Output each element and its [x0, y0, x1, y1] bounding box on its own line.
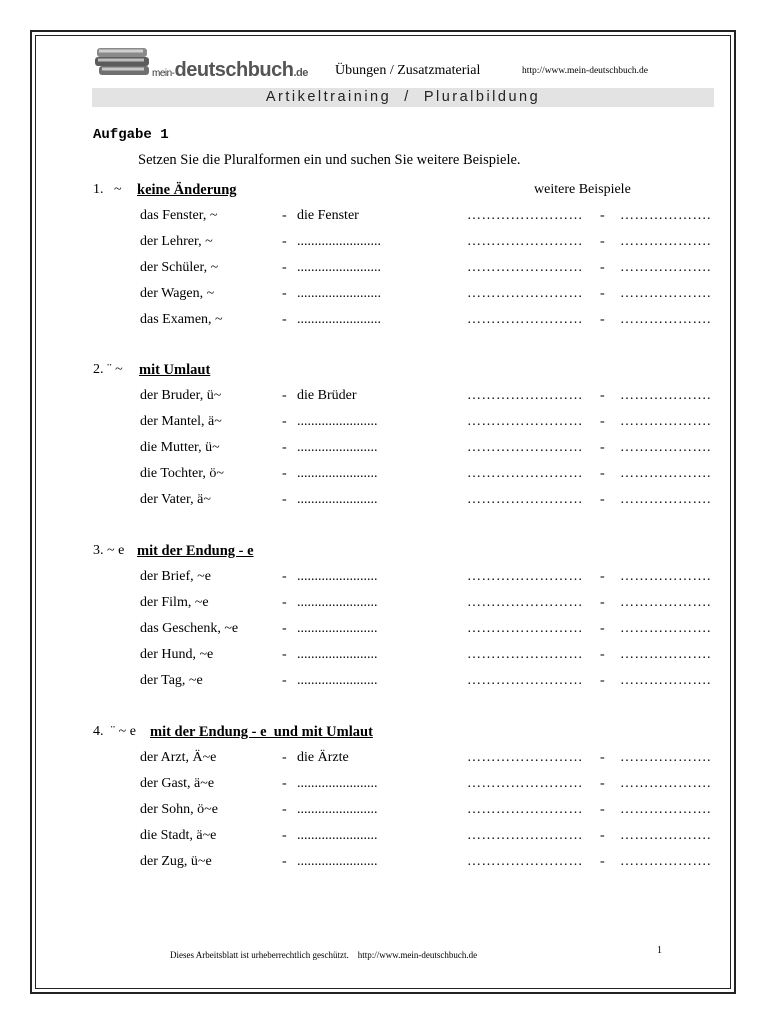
example-blank-field[interactable]: ……………….	[620, 208, 711, 223]
exercise-row	[0, 776, 768, 794]
plural-answer-field[interactable]: .......................	[297, 466, 378, 481]
separator-dash: -	[282, 750, 287, 765]
plural-answer-field[interactable]: .......................	[297, 414, 378, 429]
site-logo-text	[152, 59, 308, 82]
example-blank-field[interactable]: ……………………	[467, 286, 583, 301]
noun-singular: der Gast, ä~e	[140, 776, 215, 791]
separator-dash: -	[282, 673, 287, 688]
example-blank-field[interactable]: ……………….	[620, 673, 711, 688]
plural-answer-field[interactable]: .......................	[297, 828, 378, 843]
task-title: Aufgabe 1	[93, 127, 169, 143]
logo-prefix: mein-	[152, 68, 175, 79]
example-blank-field[interactable]: ……………………	[467, 414, 583, 429]
plural-answer-field: die Brüder	[297, 388, 357, 403]
separator-dash: -	[600, 673, 605, 688]
example-blank-field[interactable]: ……………………	[467, 440, 583, 455]
example-blank-field[interactable]: ……………………	[467, 260, 583, 275]
exercise-row	[0, 647, 768, 665]
example-blank-field[interactable]: ……………….	[620, 828, 711, 843]
exercise-row	[0, 569, 768, 587]
separator-dash: -	[600, 388, 605, 403]
plural-answer-field[interactable]: ........................	[297, 260, 381, 275]
example-blank-field[interactable]: ……………………	[467, 569, 583, 584]
noun-singular: der Schüler, ~	[140, 260, 219, 275]
example-blank-field[interactable]: ……………………	[467, 312, 583, 327]
header-title: Übungen / Zusatzmaterial	[335, 63, 481, 78]
example-blank-field[interactable]: ……………….	[620, 440, 711, 455]
exercise-row	[0, 802, 768, 820]
example-blank-field[interactable]: ……………….	[620, 647, 711, 662]
section-number: 2. ¨ ~	[93, 362, 123, 377]
separator-dash: -	[600, 621, 605, 636]
section-number: 1. ~	[93, 182, 122, 197]
noun-singular: das Fenster, ~	[140, 208, 218, 223]
separator-dash: -	[282, 312, 287, 327]
header-url: http://www.mein-deutschbuch.de	[522, 66, 649, 76]
plural-answer-field[interactable]: .......................	[297, 595, 378, 610]
more-examples-heading: weitere Beispiele	[534, 182, 631, 197]
example-blank-field[interactable]: ……………….	[620, 312, 711, 327]
separator-dash: -	[600, 854, 605, 869]
separator-dash: -	[600, 286, 605, 301]
noun-singular: der Arzt, Ä~e	[140, 750, 217, 765]
separator-dash: -	[282, 466, 287, 481]
separator-dash: -	[282, 492, 287, 507]
separator-dash: -	[600, 234, 605, 249]
noun-singular: der Vater, ä~	[140, 492, 211, 507]
example-blank-field[interactable]: ……………………	[467, 466, 583, 481]
separator-dash: -	[600, 414, 605, 429]
topic-bar	[92, 88, 714, 107]
plural-answer-field[interactable]: .......................	[297, 492, 378, 507]
exercise-row	[0, 621, 768, 639]
separator-dash: -	[282, 647, 287, 662]
section-title: mit der Endung - e	[137, 543, 254, 559]
exercise-row	[0, 260, 768, 278]
example-blank-field[interactable]: ……………….	[620, 466, 711, 481]
exercise-row	[0, 673, 768, 691]
exercise-row	[0, 440, 768, 458]
separator-dash: -	[600, 750, 605, 765]
exercise-row	[0, 312, 768, 330]
noun-singular: das Geschenk, ~e	[140, 621, 239, 636]
example-blank-field[interactable]: ……………….	[620, 854, 711, 869]
separator-dash: -	[600, 828, 605, 843]
example-blank-field[interactable]: ……………………	[467, 802, 583, 817]
noun-singular: der Lehrer, ~	[140, 234, 213, 249]
example-blank-field[interactable]: ……………………	[467, 388, 583, 403]
example-blank-field[interactable]: ……………….	[620, 414, 711, 429]
separator-dash: -	[600, 260, 605, 275]
separator-dash: -	[600, 466, 605, 481]
example-blank-field[interactable]: ……………….	[620, 234, 711, 249]
example-blank-field[interactable]: ……………………	[467, 647, 583, 662]
noun-singular: der Zug, ü~e	[140, 854, 212, 869]
section-title: mit Umlaut	[139, 362, 211, 378]
section-number: 4. ¨ ~ e	[93, 724, 136, 739]
separator-dash: -	[600, 492, 605, 507]
example-blank-field[interactable]: ……………………	[467, 750, 583, 765]
example-blank-field[interactable]: ……………….	[620, 750, 711, 765]
exercise-row	[0, 466, 768, 484]
section-title: keine Änderung	[137, 182, 237, 198]
separator-dash: -	[282, 440, 287, 455]
separator-dash: -	[600, 440, 605, 455]
topic-title: Artikeltraining / Pluralbildung	[265, 89, 541, 105]
plural-answer-field[interactable]: .......................	[297, 673, 378, 688]
plural-answer-field: die Ärzte	[297, 750, 349, 765]
separator-dash: -	[282, 388, 287, 403]
exercise-row	[0, 492, 768, 510]
noun-singular: die Tochter, ö~	[140, 466, 224, 481]
plural-answer-field[interactable]: .......................	[297, 776, 378, 791]
plural-answer-field[interactable]: .......................	[297, 802, 378, 817]
noun-singular: der Mantel, ä~	[140, 414, 222, 429]
example-blank-field[interactable]: ……………….	[620, 492, 711, 507]
example-blank-field[interactable]: ……………….	[620, 388, 711, 403]
separator-dash: -	[282, 234, 287, 249]
example-blank-field[interactable]: ……………………	[467, 234, 583, 249]
exercise-row	[0, 208, 768, 226]
task-instruction: Setzen Sie die Pluralformen ein und suchen Sie weitere Beispiele.	[138, 152, 521, 168]
separator-dash: -	[600, 312, 605, 327]
separator-dash: -	[282, 569, 287, 584]
example-blank-field[interactable]: ……………….	[620, 260, 711, 275]
noun-singular: das Examen, ~	[140, 312, 223, 327]
example-blank-field[interactable]: ……………………	[467, 673, 583, 688]
separator-dash: -	[282, 208, 287, 223]
example-blank-field[interactable]: ……………………	[467, 776, 583, 791]
noun-singular: der Bruder, ü~	[140, 388, 222, 403]
separator-dash: -	[282, 854, 287, 869]
example-blank-field[interactable]: ……………………	[467, 595, 583, 610]
plural-answer-field[interactable]: .......................	[297, 569, 378, 584]
example-blank-field[interactable]: ……………….	[620, 802, 711, 817]
page-number: 1	[657, 945, 662, 956]
separator-dash: -	[600, 776, 605, 791]
plural-answer-field[interactable]: ........................	[297, 286, 381, 301]
footer-copyright: Dieses Arbeitsblatt ist urheberrechtlich geschützt. http://www.mein-deutschbuch.de	[170, 950, 478, 960]
section-title: mit der Endung - e und mit Umlaut	[150, 724, 373, 740]
exercise-row	[0, 234, 768, 252]
noun-singular: der Brief, ~e	[140, 569, 211, 584]
separator-dash: -	[282, 621, 287, 636]
example-blank-field[interactable]: ……………….	[620, 286, 711, 301]
example-blank-field[interactable]: ……………….	[620, 776, 711, 791]
plural-answer-field[interactable]: .......................	[297, 854, 378, 869]
exercise-row	[0, 286, 768, 304]
separator-dash: -	[600, 595, 605, 610]
exercise-row	[0, 854, 768, 872]
plural-answer-field: die Fenster	[297, 208, 359, 223]
plural-answer-field[interactable]: .......................	[297, 440, 378, 455]
separator-dash: -	[600, 802, 605, 817]
plural-answer-field[interactable]: .......................	[297, 647, 378, 662]
example-blank-field[interactable]: ……………………	[467, 208, 583, 223]
plural-answer-field[interactable]: .......................	[297, 621, 378, 636]
separator-dash: -	[600, 208, 605, 223]
example-blank-field[interactable]: ……………………	[467, 854, 583, 869]
exercise-row	[0, 388, 768, 406]
noun-singular: der Film, ~e	[140, 595, 209, 610]
separator-dash: -	[282, 828, 287, 843]
example-blank-field[interactable]: ……………………	[467, 492, 583, 507]
plural-answer-field[interactable]: ........................	[297, 234, 381, 249]
exercise-row	[0, 595, 768, 613]
separator-dash: -	[282, 414, 287, 429]
noun-singular: der Wagen, ~	[140, 286, 215, 301]
noun-singular: der Sohn, ö~e	[140, 802, 218, 817]
logo-main: deutschbuch	[174, 59, 294, 81]
noun-singular: die Stadt, ä~e	[140, 828, 217, 843]
noun-singular: die Mutter, ü~	[140, 440, 220, 455]
example-blank-field[interactable]: ……………………	[467, 621, 583, 636]
separator-dash: -	[600, 569, 605, 584]
plural-answer-field[interactable]: ........................	[297, 312, 381, 327]
exercise-row	[0, 750, 768, 768]
section-number: 3. ~ e	[93, 543, 125, 558]
separator-dash: -	[282, 776, 287, 791]
book-stack-logo-icon	[93, 43, 153, 79]
example-blank-field[interactable]: ……………….	[620, 595, 711, 610]
separator-dash: -	[282, 286, 287, 301]
noun-singular: der Hund, ~e	[140, 647, 214, 662]
noun-singular: der Tag, ~e	[140, 673, 203, 688]
example-blank-field[interactable]: ……………….	[620, 621, 711, 636]
separator-dash: -	[282, 802, 287, 817]
example-blank-field[interactable]: ……………………	[467, 828, 583, 843]
example-blank-field[interactable]: ……………….	[620, 569, 711, 584]
exercise-row	[0, 414, 768, 432]
separator-dash: -	[282, 595, 287, 610]
separator-dash: -	[600, 647, 605, 662]
separator-dash: -	[282, 260, 287, 275]
logo-tld: .de	[293, 67, 308, 79]
exercise-row	[0, 828, 768, 846]
